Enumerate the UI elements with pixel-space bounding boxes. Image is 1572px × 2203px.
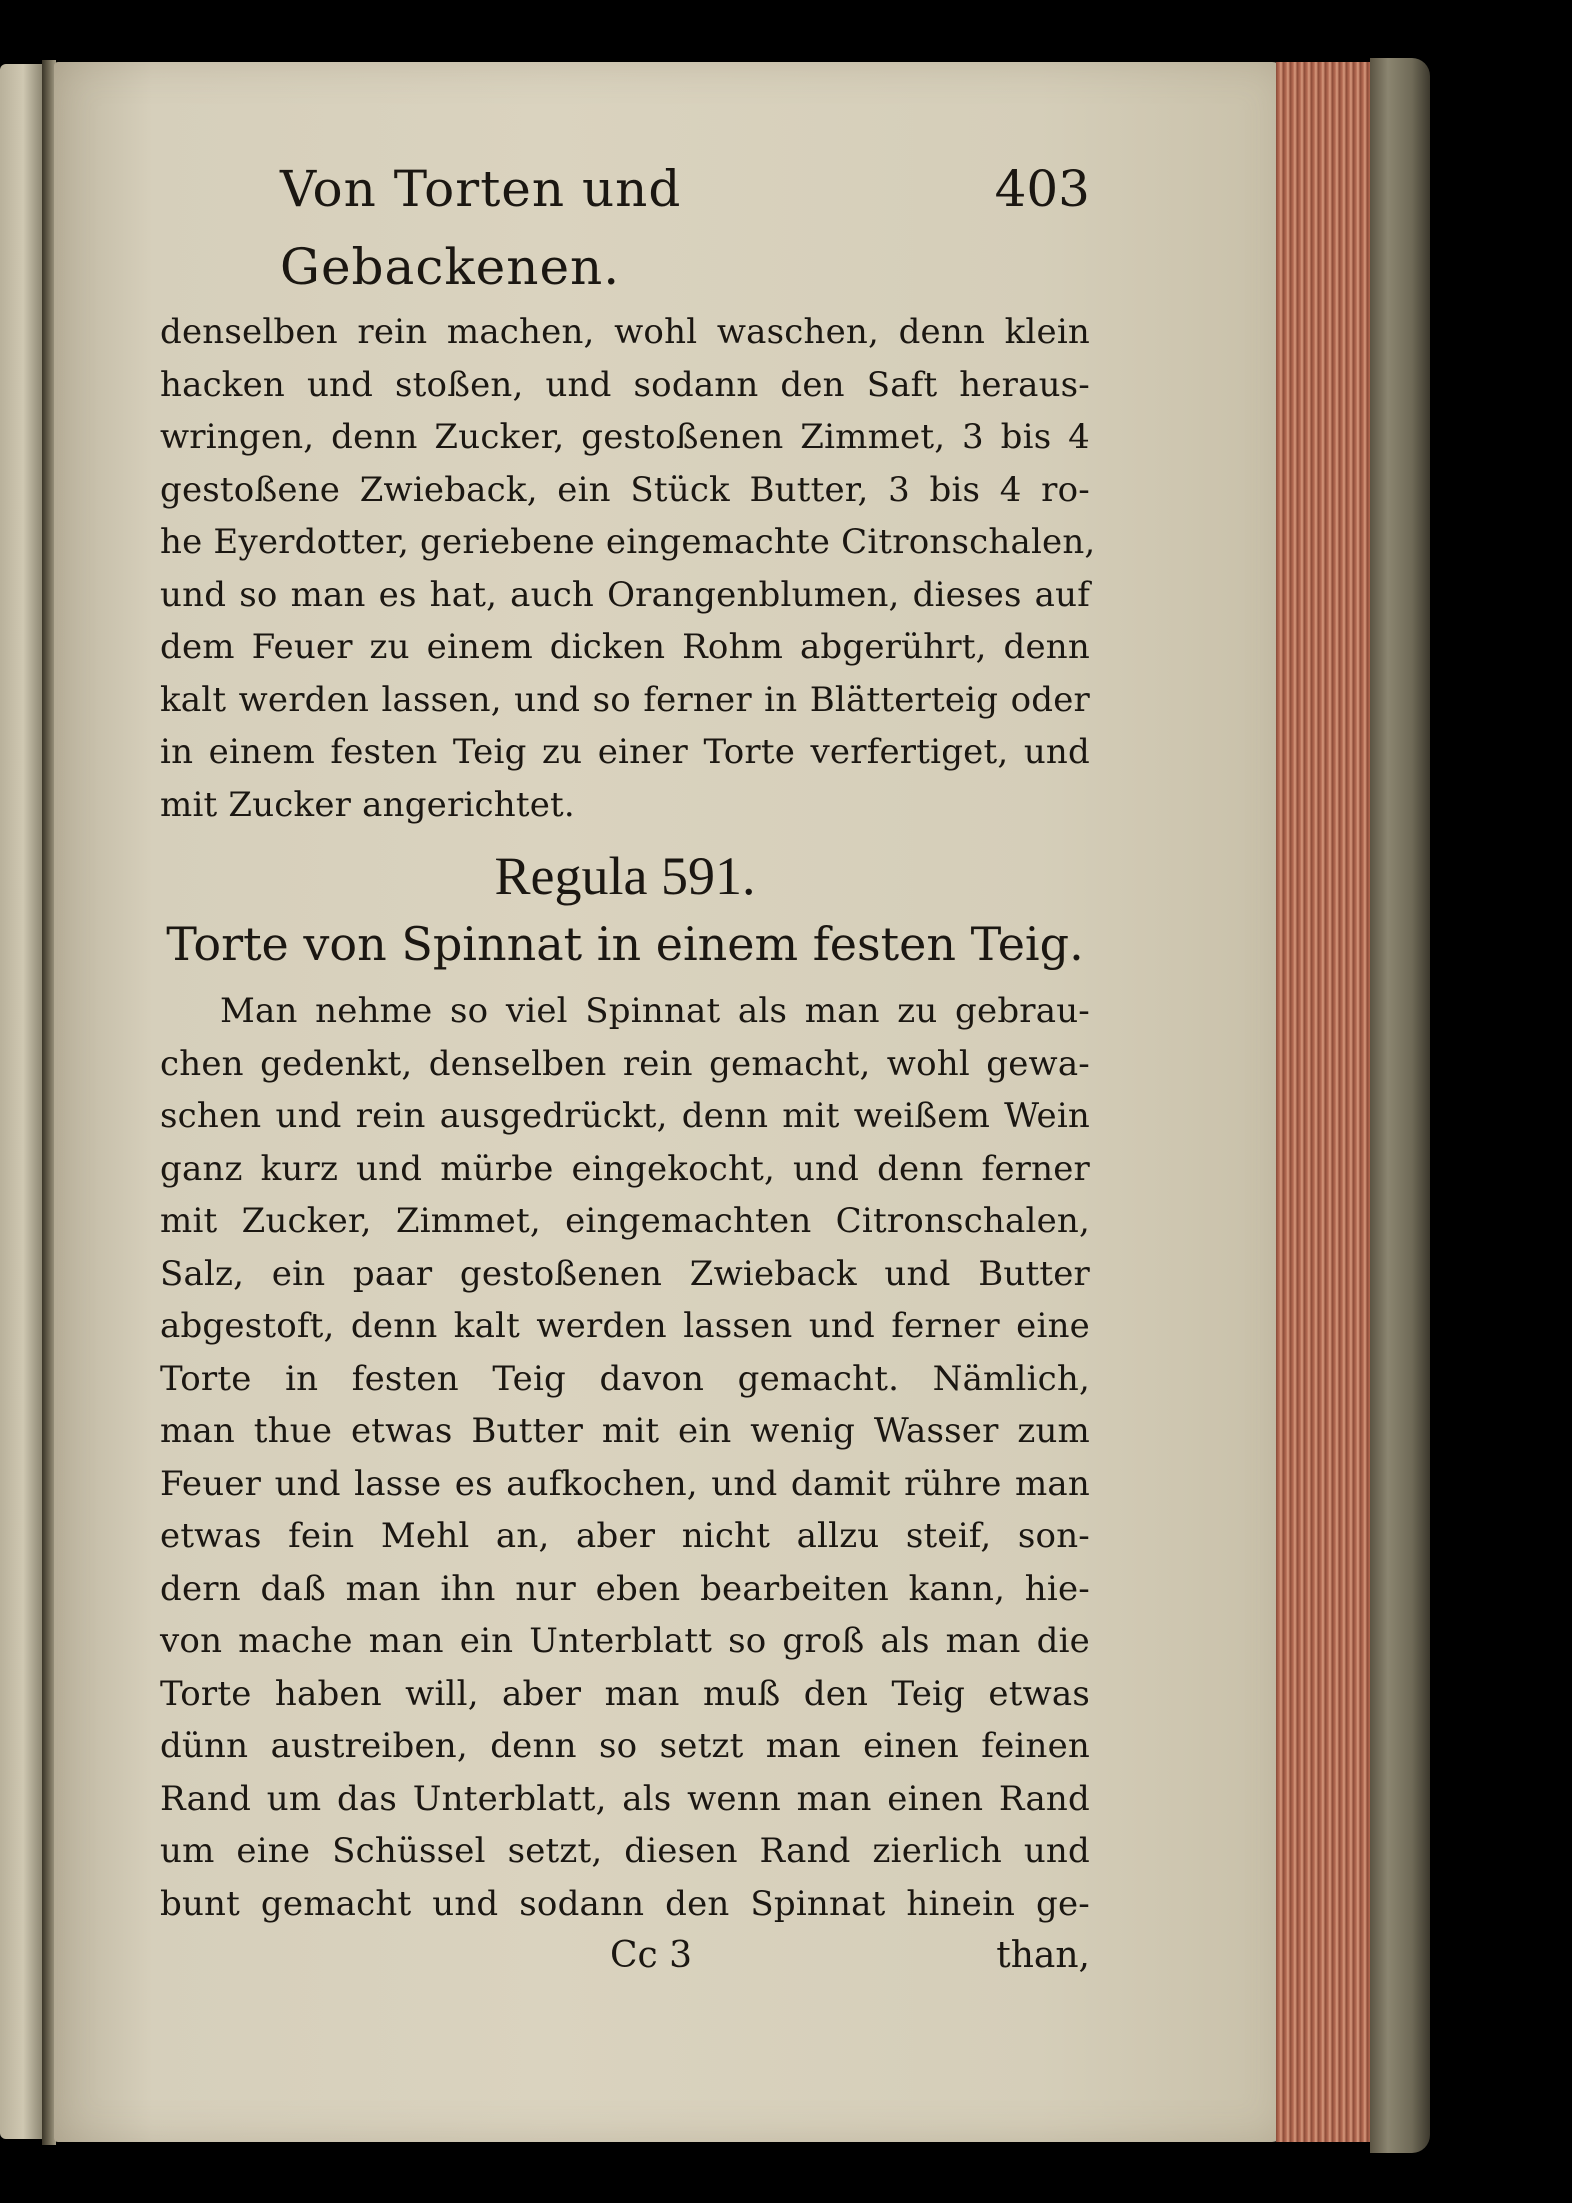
text-line: etwas fein Mehl an, aber nicht allzu steif, son- [160, 1516, 1090, 1556]
text-line: gestoßene Zwieback, ein Stück Butter, 3 bis 4 ro- [160, 469, 1090, 510]
text-line: mit Zucker angerichtet. [160, 784, 575, 825]
text-line: Man nehme so viel Spinnat als man zu gebrau- [220, 991, 1090, 1031]
text-line: kalt werden lassen, und so ferner in Blätterteig oder [160, 679, 1090, 720]
text-line: dem Feuer zu einem dicken Rohm abgerührt, denn [160, 627, 1090, 667]
text-line: wringen, denn Zucker, gestoßenen Zimmet, 3 bis 4 [160, 417, 1090, 457]
page-footer [160, 1930, 1090, 1982]
text-line: chen gedenkt, denselben rein gemacht, wohl gewa- [160, 1043, 1090, 1084]
text-line: he Eyerdotter, geriebene eingemachte Citronschalen, [160, 522, 1096, 562]
text-line: dern daß man ihn nur eben bearbeiten kann, hie- [160, 1568, 1090, 1609]
text-line: hacken und stoßen, und sodann den Saft heraus- [160, 364, 1090, 405]
text-line: mit Zucker, Zimmet, eingemachten Citronschalen, [160, 1201, 1090, 1241]
text-line: Torte in festen Teig davon gemacht. Nämlich, [160, 1358, 1090, 1399]
text-line: Feuer und lasse es aufkochen, und damit rühre man [160, 1463, 1090, 1504]
page-number: 403 [994, 160, 1090, 218]
paragraph-continued [160, 306, 1096, 831]
signature-mark: Cc 3 [610, 1935, 693, 1976]
facing-page-edge [0, 64, 42, 2139]
text-line: in einem festen Teig zu einer Torte verfertiget, und [160, 732, 1090, 772]
running-header [280, 150, 1090, 306]
text-line: Torte haben will, aber man muß den Teig etwas [160, 1673, 1090, 1714]
text-line: denselben rein machen, wohl waschen, denn klein [160, 312, 1090, 352]
text-line: schen und rein ausgedrückt, denn mit weißem Wein [160, 1096, 1090, 1136]
text-line: Salz, ein paar gestoßenen Zwieback und Butter [160, 1253, 1090, 1294]
recipe-paragraph [160, 985, 1090, 1930]
running-title: Von Torten und Gebackenen. [280, 160, 682, 296]
text-line: bunt gemacht und sodann den Spinnat hinein ge- [160, 1883, 1090, 1924]
text-line: dünn austreiben, denn so setzt man einen feinen [160, 1726, 1090, 1766]
catchword: than, [996, 1935, 1090, 1976]
text-line: abgestoft, denn kalt werden lassen und ferner eine [160, 1306, 1090, 1346]
recipe-title: Torte von Spinnat in einem festen Teig. [166, 917, 1084, 971]
book-cover-board [1370, 58, 1430, 2153]
text-line: um eine Schüssel setzt, diesen Rand zierlich und [160, 1831, 1090, 1871]
regula-heading: Regula 591. [494, 846, 756, 906]
page-text [160, 150, 1096, 1982]
text-line: man thue etwas Butter mit ein wenig Wasser zum [160, 1411, 1090, 1451]
text-line: Rand um das Unterblatt, als wenn man einen Rand [160, 1778, 1090, 1819]
text-line: ganz kurz und mürbe eingekocht, und denn ferner [160, 1148, 1090, 1189]
text-line: von mache man ein Unterblatt so groß als man die [160, 1621, 1090, 1661]
text-line: und so man es hat, auch Orangenblumen, dieses auf [160, 574, 1090, 615]
